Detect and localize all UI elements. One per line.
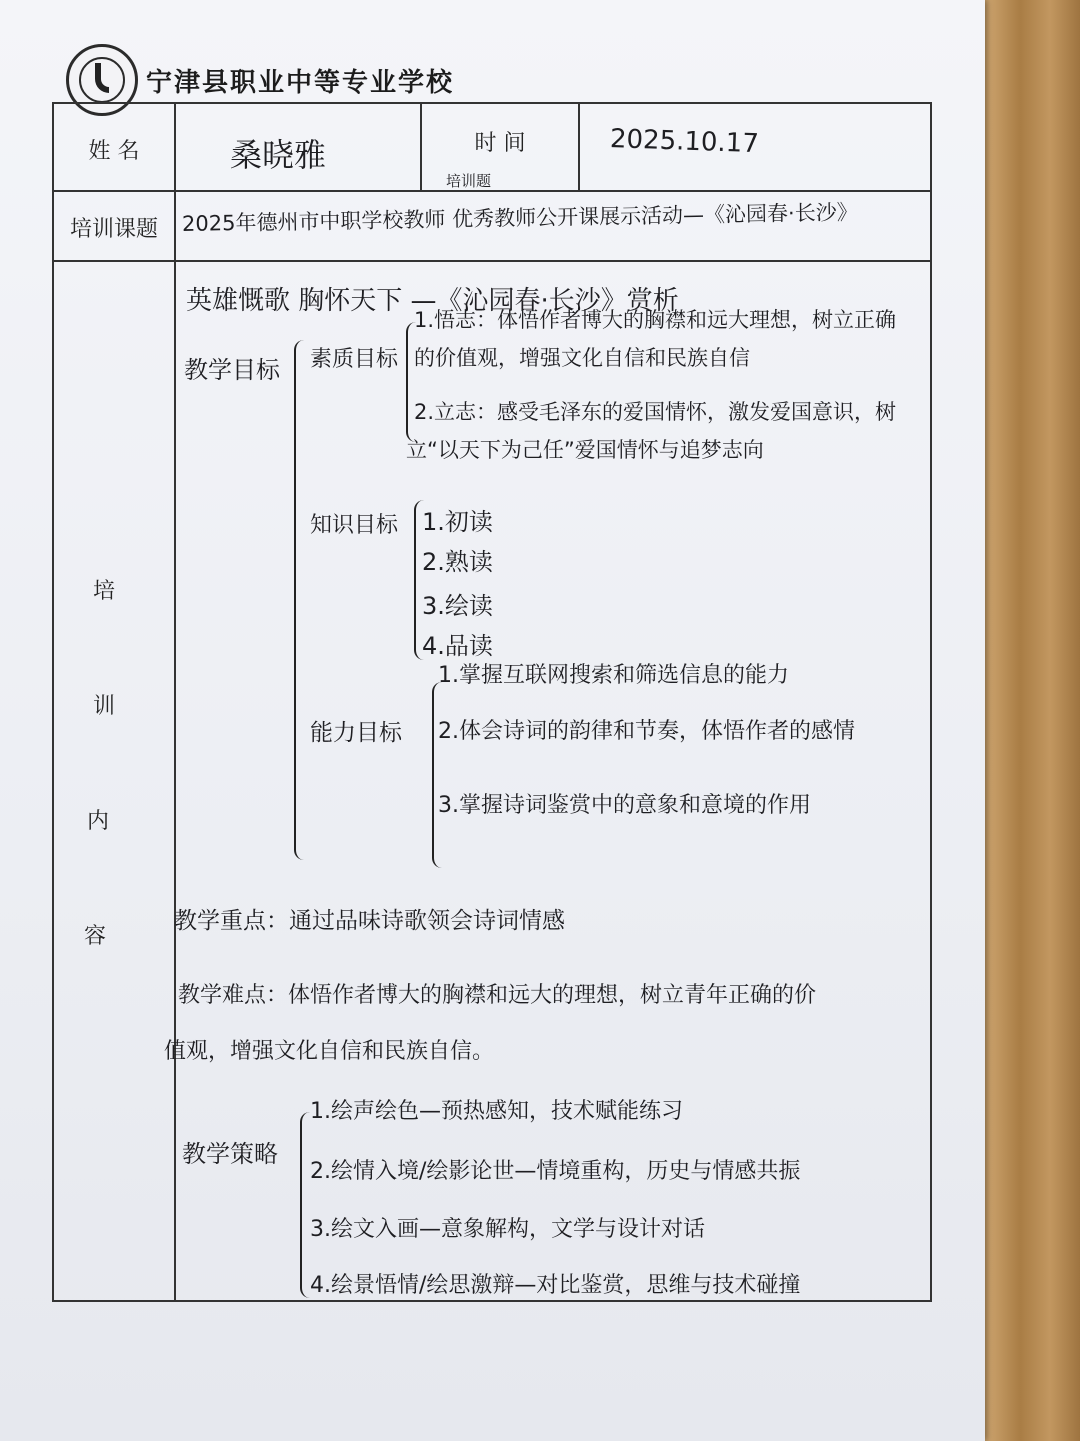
topic-label: 培训课题 xyxy=(69,217,158,242)
time-label-divider xyxy=(578,104,580,190)
training-record-form xyxy=(52,102,932,1302)
strategy-item-1: 1.绘声绘色—预热感知，技术赋能练习 xyxy=(310,1099,683,1124)
objectives-brace xyxy=(294,340,310,860)
content-label-char-3: 内 xyxy=(86,809,109,834)
topic-insert-note: 培训题 xyxy=(446,172,492,190)
difficulty-line-1: 教学难点：体悟作者博大的胸襟和远大的理想，树立青年正确的价 xyxy=(178,983,817,1008)
knowledge-goal-item-1: 1.初读 xyxy=(422,508,493,536)
moral-goal-item-1: 1.悟志：体悟作者博大的胸襟和远大理想，树立正确 xyxy=(414,308,897,332)
content-label-char-4: 容 xyxy=(83,924,106,949)
strategy-item-2: 2.绘情入境/绘影论世—情境重构，历史与情感共振 xyxy=(310,1159,801,1184)
name-value: 桑晓雅 xyxy=(230,136,327,174)
name-label: 姓 名 xyxy=(88,139,140,164)
moral-goal-label: 素质目标 xyxy=(310,347,399,372)
time-label: 时 间 xyxy=(474,131,526,156)
moral-goal-item-2: 的价值观，增强文化自信和民族自信 xyxy=(414,346,750,370)
school-name: 宁津县职业中等专业学校 xyxy=(146,67,455,98)
knowledge-goal-item-4: 4.品读 xyxy=(422,632,493,660)
key-point: 教学重点：通过品味诗歌领会诗词情感 xyxy=(174,908,565,934)
row-divider-1 xyxy=(54,190,930,192)
content-title: 英雄慨歌 胸怀天下 —《沁园春·长沙》赏析 xyxy=(186,286,679,316)
ability-goal-label: 能力目标 xyxy=(310,720,402,746)
strategy-label: 教学策略 xyxy=(182,1140,278,1168)
knowledge-goal-item-3: 3.绘读 xyxy=(422,592,493,620)
label-column-divider xyxy=(174,104,176,1300)
strategy-item-3: 3.绘文入画—意象解构，文学与设计对话 xyxy=(310,1217,705,1242)
time-value: 2025.10.17 xyxy=(609,124,760,160)
moral-goal-item-3: 2.立志：感受毛泽东的爱国情怀，激发爱国意识，树 xyxy=(414,400,897,424)
knowledge-goal-item-2: 2.熟读 xyxy=(422,548,493,576)
difficulty-line-2: 值观，增强文化自信和民族自信。 xyxy=(164,1039,495,1064)
topic-value: 2025年德州市中职学校教师 优秀教师公开课展示活动—《沁园春·长沙》 xyxy=(181,200,858,236)
ability-goal-item-2: 2.体会诗词的韵律和节奏，体悟作者的感情 xyxy=(438,719,855,744)
ability-goal-item-3: 3.掌握诗词鉴赏中的意象和意境的作用 xyxy=(438,793,811,818)
content-label-char-2: 训 xyxy=(92,694,115,719)
ability-goal-item-1: 1.掌握互联网搜索和筛选信息的能力 xyxy=(438,663,789,688)
content-label-char-1: 培 xyxy=(92,579,115,604)
objectives-label: 教学目标 xyxy=(184,356,280,384)
row-divider-2 xyxy=(54,260,930,262)
strategy-item-4: 4.绘景悟情/绘思激辩—对比鉴赏，思维与技术碰撞 xyxy=(310,1273,801,1298)
knowledge-goal-label: 知识目标 xyxy=(310,513,399,538)
moral-goal-item-4: 立“以天下为己任”爱国情怀与追梦志向 xyxy=(406,438,764,462)
ability-goal-brace xyxy=(432,682,444,868)
